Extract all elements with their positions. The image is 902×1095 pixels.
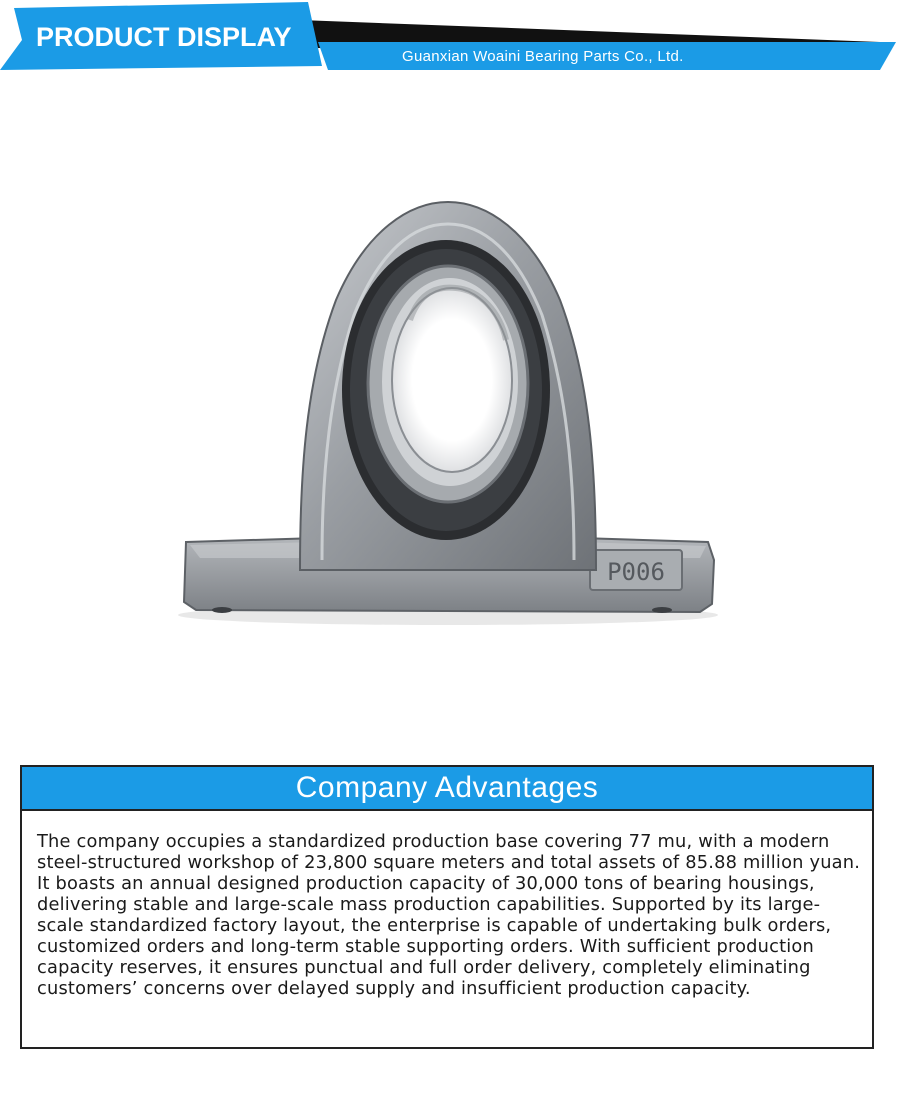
header-banner	[0, 0, 902, 80]
page-title: PRODUCT DISPLAY	[36, 22, 292, 52]
part-number-marking: P006	[607, 558, 665, 586]
pillow-block-bearing-icon	[0, 90, 902, 740]
panel-title: Company Advantages	[22, 767, 872, 811]
advantages-text: The company occupies a standardized production base covering 77 mu, with a modern steel-structured workshop of 23,800 square meters and total assets of 85.88 million yuan. It boasts an annual designed production capacity of 30,000 tons of bearing housings, delivering stable and large-scale mass production capabilities. Supported by its large-scale standardized factory layout, the enterprise is capable of undertaking bulk orders, customized orders and long-term stable supporting orders. With sufficient production capacity reserves, it ensures punctual and full order delivery, completely eliminating customers’ concerns over delayed supply and insufficient production capacity.	[37, 831, 861, 999]
company-advantages-panel	[20, 765, 874, 1049]
product-photo	[0, 90, 902, 740]
company-name: Guanxian Woaini Bearing Parts Co., Ltd.	[402, 48, 684, 65]
